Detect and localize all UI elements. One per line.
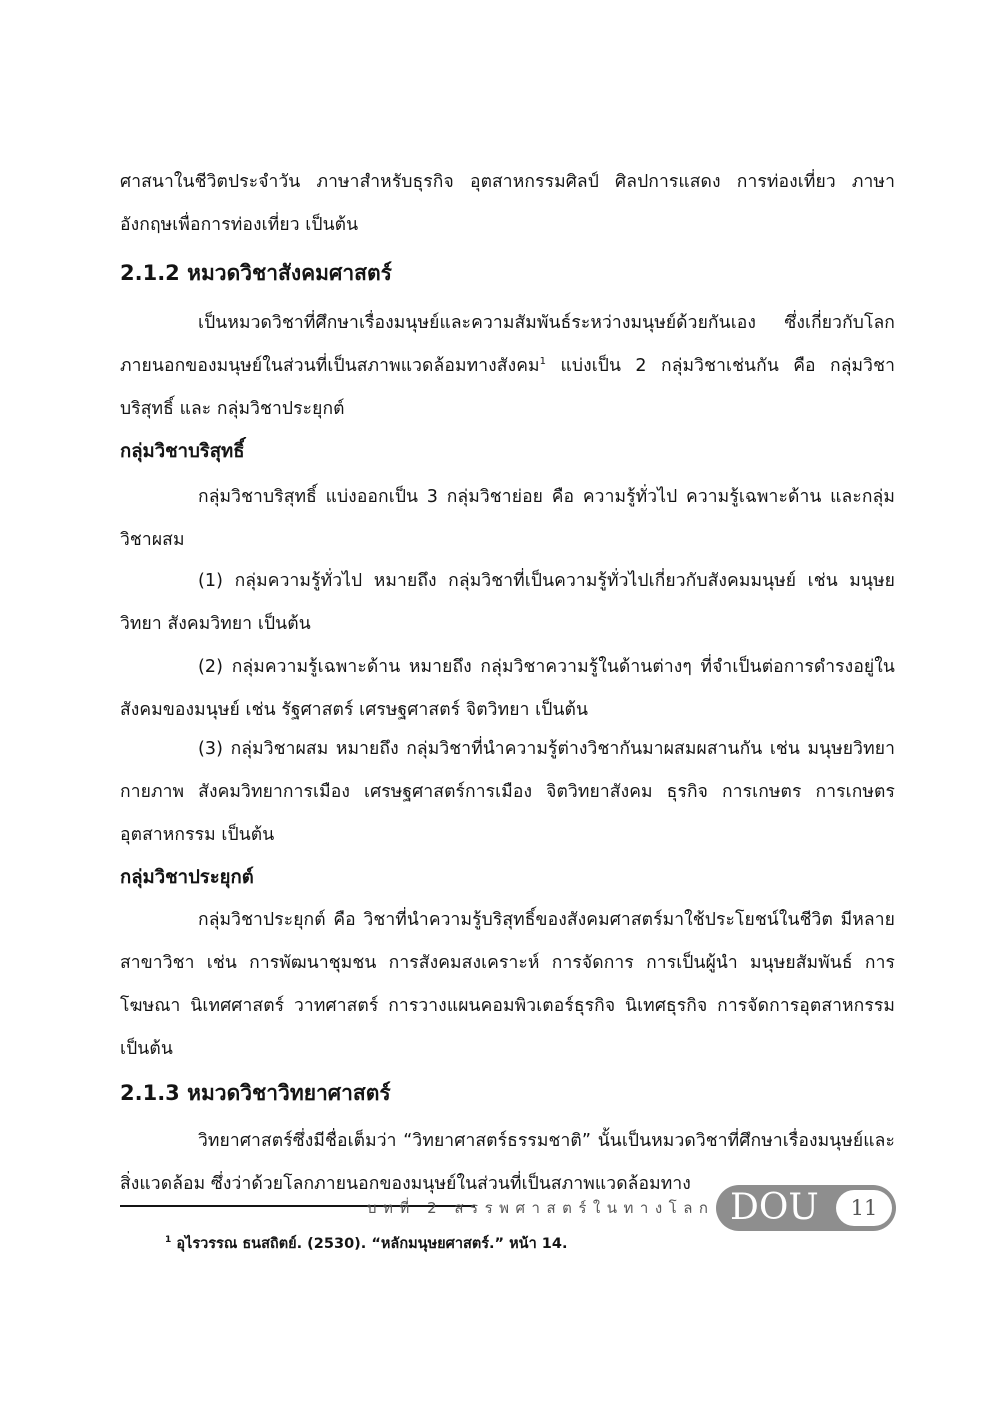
section-213-paragraph: วิทยาศาสตร์ซึ่งมีชื่อเต็มว่า “วิทยาศาสตร์ธรรมชาติ” นั้นเป็นหมวดวิชาที่ศึกษาเรื่องมนุษย์และสิ่งแวดล้อม ซึ่งว่าด้วยโลกภายนอกของมนุษย์ในส่วนที่เป็นสภาพแวดล้อมทาง: [120, 1131, 895, 1194]
section-212-heading: 2.1.2 หมวดวิชาสังคมศาสตร์: [120, 261, 392, 285]
section-213-heading: 2.1.3 หมวดวิชาวิทยาศาสตร์: [120, 1081, 391, 1105]
footnote-text: อุไรวรรณ ธนสถิตย์. (2530). “หลักมนุษยศาสตร์.” หน้า 14.: [171, 1236, 568, 1252]
pure-group-item-2: (2) กลุ่มความรู้เฉพาะด้าน หมายถึง กลุ่มวิชาความรู้ในด้านต่างๆ ที่จำเป็นต่อการดำรงอยู่ในสังคมของมนุษย์ เช่น รัฐศาสตร์ เศรษฐศาสตร์ จิตวิทยา เป็นต้น: [120, 657, 895, 720]
pure-group-heading: กลุ่มวิชาบริสุทธิ์: [120, 441, 245, 462]
page-number: 11: [836, 1190, 892, 1226]
applied-group-heading: กลุ่มวิชาประยุกต์: [120, 867, 254, 888]
pure-group-paragraph: กลุ่มวิชาบริสุทธิ์ แบ่งออกเป็น 3 กลุ่มวิชาย่อย คือ ความรู้ทั่วไป ความรู้เฉพาะด้าน และกลุ่มวิชาผสม: [120, 487, 895, 550]
footnote-marker: 1: [165, 1235, 172, 1246]
applied-group-paragraph: กลุ่มวิชาประยุกต์ คือ วิชาที่นำความรู้บริสุทธิ์ของสังคมศาสตร์มาใช้ประโยชน์ในชีวิต มีหลายสาขาวิชา เช่น การพัฒนาชุมชน การสังคมสงเคราะห์ การจัดการ การเป็นผู้นำ มนุษยสัมพันธ์ การโฆษณา นิเทศศาสตร์ วาทศาสตร์ การวางแผนคอมพิวเตอร์ธุรกิจ นิเทศธุรกิจ การจัดการอุตสาหกรรม เป็นต้น: [120, 910, 895, 1059]
pure-group-item-3: (3) กลุ่มวิชาผสม หมายถึง กลุ่มวิชาที่นำความรู้ต่างวิชากันมาผสมผสานกัน เช่น มนุษยวิทยากายภาพ สังคมวิทยาการเมือง เศรษฐศาสตร์การเมือง จิตวิทยาสังคม ธุรกิจ การเกษตร การเกษตรอุตสาหกรรม เป็นต้น: [120, 739, 895, 845]
page-badge: [716, 1185, 896, 1231]
section-212-paragraph: เป็นหมวดวิชาที่ศึกษาเรื่องมนุษย์และความสัมพันธ์ระหว่างมนุษย์ด้วยกันเอง ซึ่งเกี่ยวกับโลกภายนอกของมนุษย์ในส่วนที่เป็นสภาพแวดล้อมทางสังคม$^1$ แบ่งเป็น 2 กลุ่มวิชาเช่นกัน คือ กลุ่มวิชาบริสุทธิ์ และ กลุ่มวิชาประยุกต์: [120, 313, 895, 419]
dou-logo: DOU: [730, 1187, 819, 1228]
running-chapter-title: บทที่ 2 สรรพศาสตร์ในทางโลก: [367, 1199, 715, 1217]
footnote-reference: 1: [539, 356, 547, 368]
pure-group-item-1: (1) กลุ่มความรู้ทั่วไป หมายถึง กลุ่มวิชาที่เป็นความรู้ทั่วไปเกี่ยวกับสังคมมนุษย์ เช่น มนุษยวิทยา สังคมวิทยา เป็นต้น: [120, 571, 895, 634]
footnote: [165, 1233, 567, 1255]
intro-paragraph: ศาสนาในชีวิตประจำวัน ภาษาสำหรับธุรกิจ อุตสาหกรรมศิลป์ ศิลปการแสดง การท่องเที่ยว ภาษาอังกฤษเพื่อการท่องเที่ยว เป็นต้น: [120, 172, 895, 235]
